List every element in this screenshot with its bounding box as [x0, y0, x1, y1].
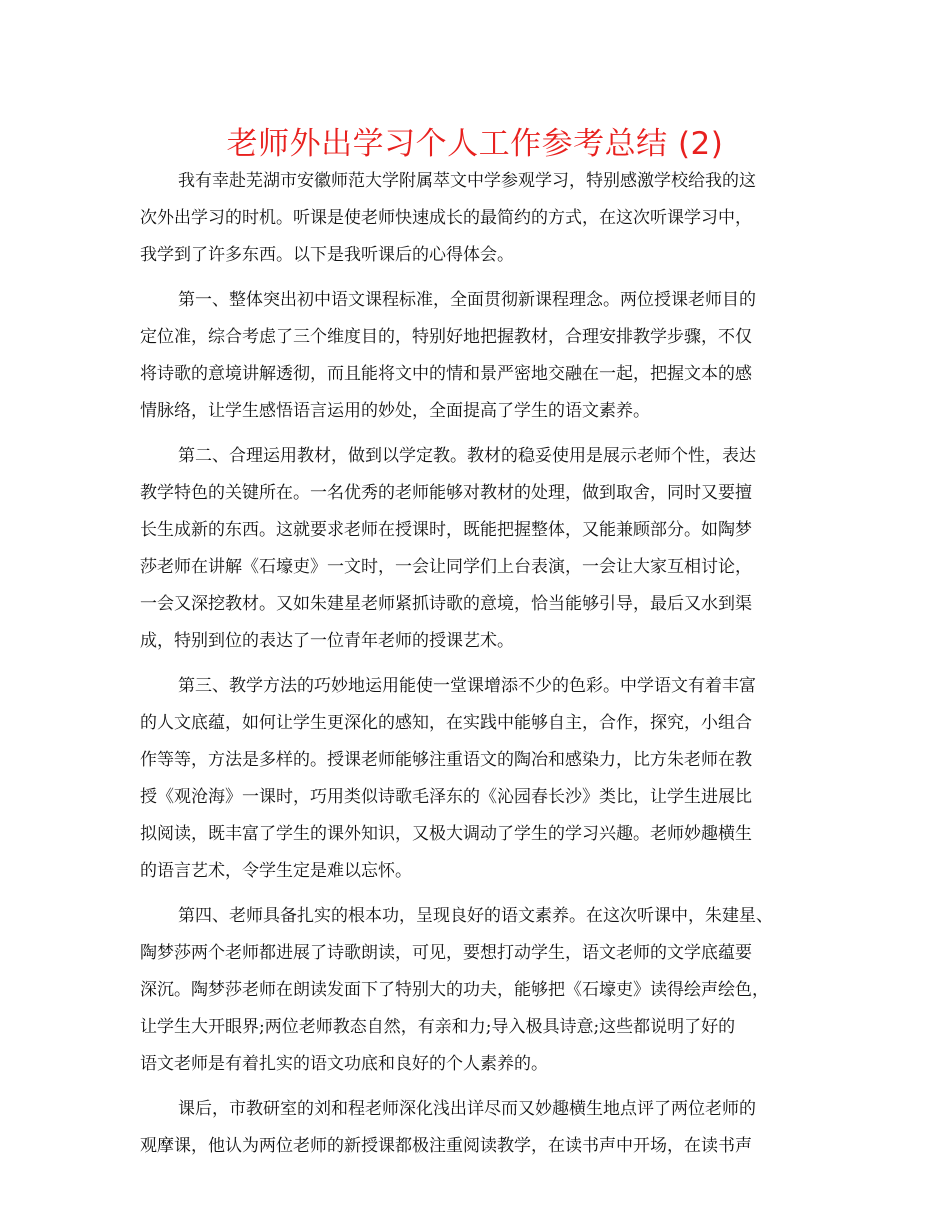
text-line: 的语言艺术，令学生定是难以忘怀。 [140, 861, 412, 881]
document-body [140, 163, 822, 1173]
text-line: 教学特色的关键所在。一名优秀的老师能够对教材的处理，做到取舍，同时又要擅 [140, 483, 752, 503]
text-line: 语文老师是有着扎实的语文功底和良好的个人素养的。 [140, 1054, 548, 1074]
text-line: 长生成新的东西。这就要求老师在授课时，既能把握整体，又能兼顾部分。如陶梦 [140, 520, 752, 540]
paragraph-3 [140, 438, 822, 660]
text-line: 情脉络，让学生感悟语言运用的妙处，全面提高了学生的语文素养。 [140, 401, 650, 421]
paragraph-5 [140, 898, 822, 1083]
text-line: 的人文底蕴，如何让学生更深化的感知，在实践中能够自主，合作，探究，小组合 [140, 713, 752, 733]
text-line: 作等等，方法是多样的。授课老师能够注重语文的陶冶和感染力，比方朱老师在教 [140, 750, 752, 770]
text-line: 观摩课，他认为两位老师的新授课都极注重阅读教学，在读书声中开场，在读书声 [140, 1136, 752, 1156]
text-line: 深沉。陶梦莎老师在朗读发面下了特别大的功夫，能够把《石壕吏》读得绘声绘色， [140, 980, 769, 1000]
text-line: 次外出学习的时机。听课是使老师快速成长的最简约的方式，在这次听课学习中， [140, 208, 752, 228]
paragraph-2 [140, 282, 822, 430]
text-line: 陶梦莎两个老师都进展了诗歌朗读，可见，要想打动学生，语文老师的文学底蕴要 [140, 943, 752, 963]
text-line: 莎老师在讲解《石壕吏》一文时，一会让同学们上台表演，一会让大家互相讨论， [140, 557, 752, 577]
text-line: 拟阅读，既丰富了学生的课外知识，又极大调动了学生的学习兴趣。老师妙趣横生 [140, 824, 752, 844]
text-line: 第一、整体突出初中语文课程标准，全面贯彻新课程理念。两位授课老师目的 [178, 290, 756, 310]
text-line: 我学到了许多东西。以下是我听课后的心得体会。 [140, 245, 514, 265]
paragraph-1 [140, 163, 822, 274]
paragraph-6 [140, 1091, 822, 1165]
text-line: 定位准，综合考虑了三个维度目的，特别好地把握教材，合理安排教学步骤，不仅 [140, 327, 752, 347]
text-line: 一会又深挖教材。又如朱建星老师紧抓诗歌的意境，恰当能够引导，最后又水到渠 [140, 594, 752, 614]
text-line: 第四、老师具备扎实的根本功，呈现良好的语文素养。在这次听课中，朱建星、 [178, 906, 773, 926]
text-line: 将诗歌的意境讲解透彻，而且能将文中的情和景严密地交融在一起，把握文本的感 [140, 364, 752, 384]
text-line: 成，特别到位的表达了一位青年老师的授课艺术。 [140, 631, 514, 651]
text-line: 第三、教学方法的巧妙地运用能使一堂课增添不少的色彩。中学语文有着丰富 [178, 676, 756, 696]
text-line: 授《观沧海》一课时，巧用类似诗歌毛泽东的《沁园春长沙》类比，让学生进展比 [140, 787, 752, 807]
text-line: 第二、合理运用教材，做到以学定教。教材的稳妥使用是展示老师个性，表达 [178, 446, 756, 466]
document-title: 老师外出学习个人工作参考总结 (2) [226, 126, 724, 162]
text-line: 课后，市教研室的刘和程老师深化浅出详尽而又妙趣横生地点评了两位老师的 [178, 1099, 756, 1119]
text-line: 我有幸赴芜湖市安徽师范大学附属萃文中学参观学习，特别感激学校给我的这 [178, 171, 756, 191]
text-line: 让学生大开眼界;两位老师教态自然，有亲和力;导入极具诗意;这些都说明了好的 [140, 1017, 736, 1037]
paragraph-4 [140, 668, 822, 890]
